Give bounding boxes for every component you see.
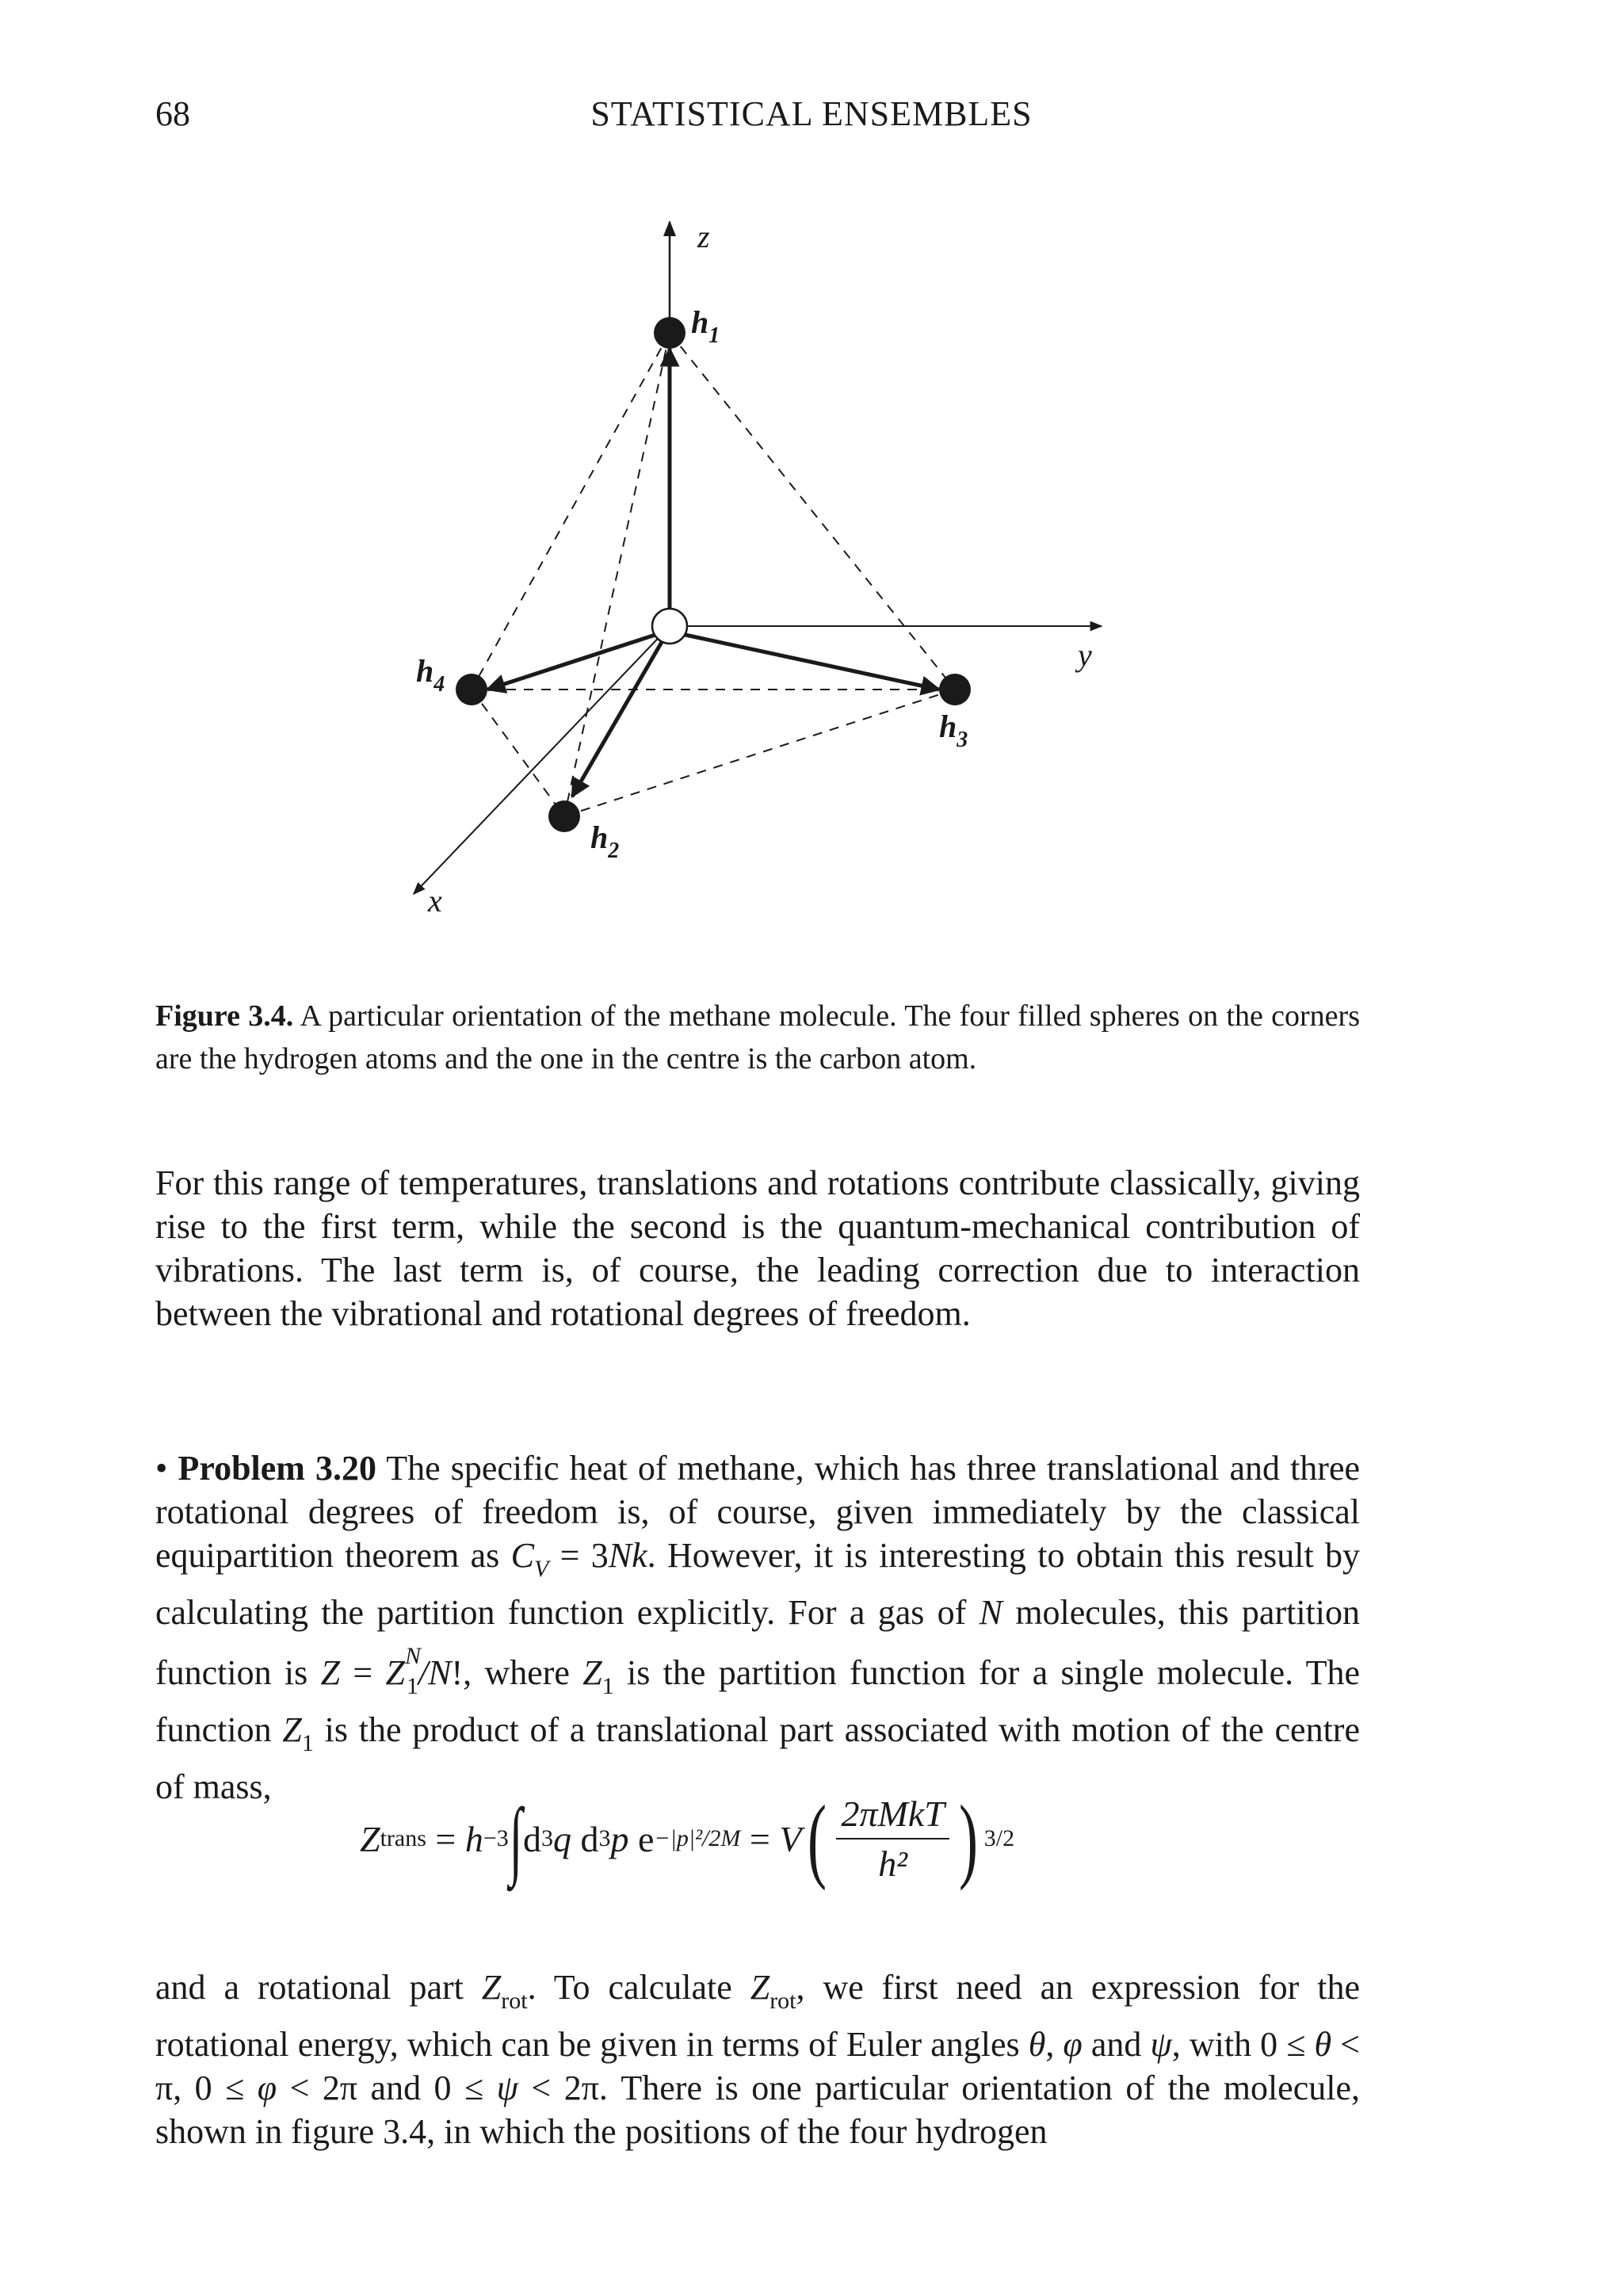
figure-caption-text: A particular orientation of the methane molecule. The four filled spheres on the corners are the hydrogen atoms and the one in the centre is the carbon atom. xyxy=(155,999,1360,1075)
y-axis-label: y xyxy=(1078,637,1092,673)
methane-figure xyxy=(349,214,1205,927)
figure-label: Figure 3.4. xyxy=(155,999,294,1033)
h1-label: $h_1$ xyxy=(691,304,720,348)
page-number: 68 xyxy=(155,94,190,133)
hydrogen-atom-h3 xyxy=(939,674,971,705)
h4-label: $h_4$ xyxy=(416,653,445,697)
hydrogen-atom-h2 xyxy=(548,800,580,832)
problem-3-20: • Problem 3.20 The specific heat of methane, which has three translational and three rotational degrees of freedom is, of course, given immediately by the classical equipartition theorem as $C_V = 3Nk$. However, it is interesting to obtain this result by calculating the partition function explicitly. For a gas of N molecules, this partition function is $Z = Z^N_1/N$!, where $Z_1$ is the partition function for a single molecule. The function $Z_1$ is the product of a translational part associated with motion of the centre of mass, xyxy=(155,1449,1361,1806)
figure-caption xyxy=(155,995,1360,1080)
x-axis-label: x xyxy=(428,883,442,919)
problem-label: Problem 3.20 xyxy=(178,1449,377,1488)
z-axis-label: z xyxy=(697,219,710,254)
carbon-atom xyxy=(652,609,687,644)
paragraph-1: For this range of temperatures, translations and rotations contribute classically, giving rise to the first term, while the second is the quantum-mechanical contribution of vibrations. The last term is, of course, the leading correction due to interaction between the vibrational and rotational degrees of freedom. xyxy=(155,1163,1360,1333)
translational-partition-equation: Z trans = h −3 ∫ d 3 q d 3 p e −|p|²/2M = V ( $\frac{\text{2πMkT}}{\text{h²}}$ ) 3/2 xyxy=(360,1786,1015,1891)
h2-label: $h_2$ xyxy=(590,819,620,863)
tetrahedron-edges xyxy=(472,333,955,816)
bonds xyxy=(487,349,939,797)
hydrogen-atom-h4 xyxy=(456,674,487,705)
running-head: STATISTICAL ENSEMBLES xyxy=(590,94,1033,133)
x-axis xyxy=(414,626,670,894)
h3-label: $h_3$ xyxy=(939,709,968,752)
hydrogen-atom-h1 xyxy=(654,317,685,349)
paragraph-3: and a rotational part $Z_{rot}$. To calculate $Z_{rot}$, we first need an expression for the rotational energy, which can be given in terms of Euler angles θ, φ and ψ, with 0 ≤ θ < π, 0 ≤ φ < 2π and 0 ≤ ψ < 2π. There is one particular orientation of the molecule, shown in figure 3.4, in which the positions of the four hydrogen xyxy=(155,1968,1360,2151)
